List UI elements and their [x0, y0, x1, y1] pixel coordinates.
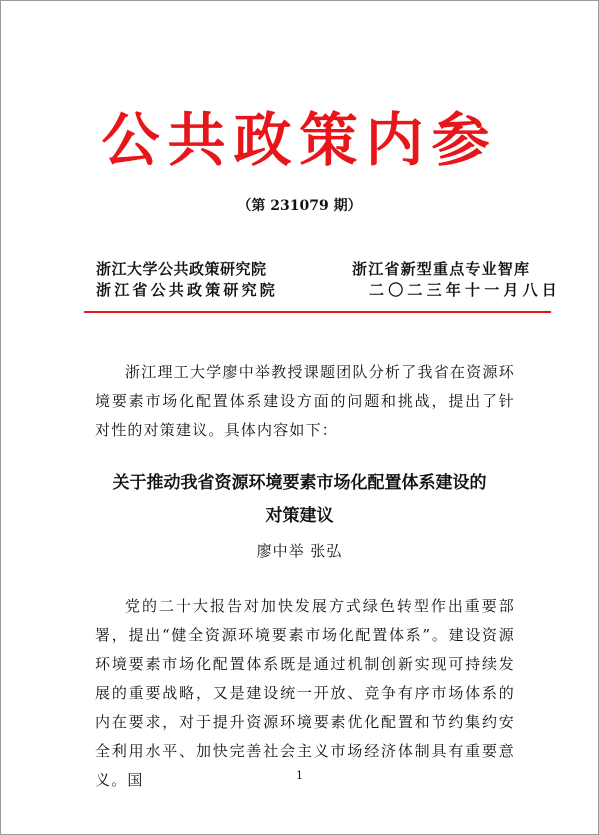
publication-date: 二〇二三年十一月八日	[369, 281, 562, 299]
page-number: 1	[296, 769, 303, 782]
article-title	[60, 467, 539, 533]
think-tank-label: 浙江省新型重点专业智库	[352, 260, 531, 278]
publisher-line-2: 浙江省公共政策研究院	[96, 281, 279, 299]
body-paragraph: 党的二十大报告对加快发展方式绿色转型作出重要部署，提出“健全资源环境要素市场化配置体系”。建设资源环境要素市场化配置体系既是通过机制创新实现可持续发展的重要战略，又是建设统一开放、竞争有序市场体系的内在要求，对于提升资源环境要素优化配置和节约集约安全利用水平、加快完善社会主义市场经济体制具有重要意义。国	[95, 597, 515, 789]
article-title-line-1: 关于推动我省资源环境要素市场化配置体系建设的	[112, 473, 487, 493]
article-title-line-2: 对策建议	[265, 506, 334, 526]
header-divider	[84, 311, 551, 313]
article-authors: 廖中举 张弘	[256, 542, 343, 560]
issue-number: （第 231079 期）	[237, 198, 362, 214]
publisher-line-1: 浙江大学公共政策研究院	[96, 260, 267, 278]
intro-paragraph: 浙江理工大学廖中举教授课题团队分析了我省在资源环境要素市场化配置体系建设方面的问题和挑战，提出了针对性的对策建议。具体内容如下：	[95, 363, 515, 439]
masthead-title: 公共政策内参	[101, 106, 498, 174]
